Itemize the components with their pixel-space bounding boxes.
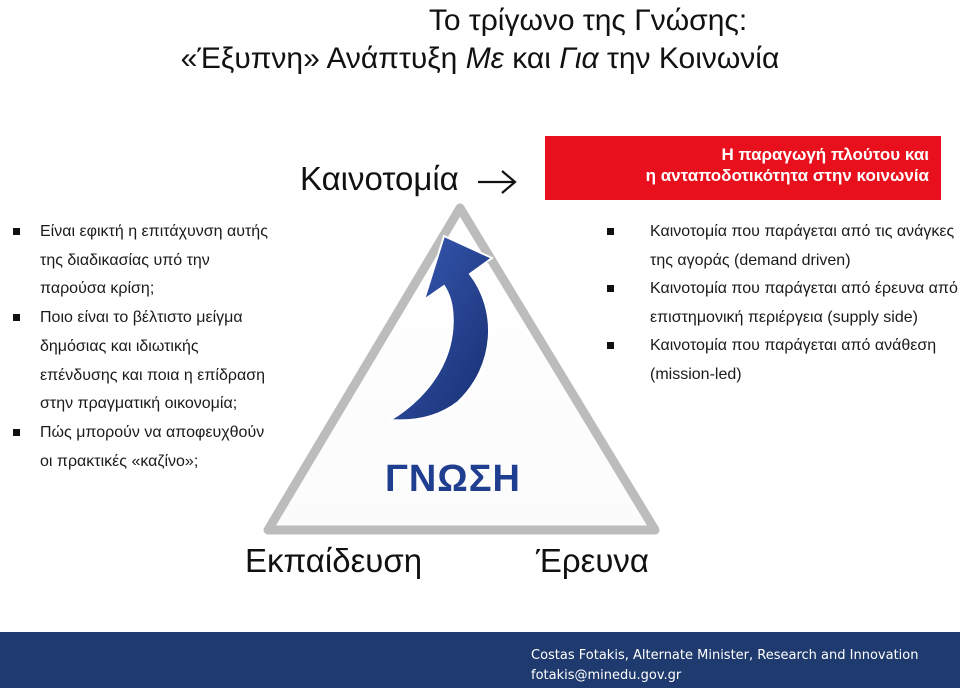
banner-line-1: Η παραγωγή πλούτου και: [721, 145, 929, 164]
knowledge-label: ΓΝΩΣΗ: [385, 458, 521, 500]
left-bullet-1: Είναι εφικτή η επιτάχυνση αυτής της διαδικασίας υπό την παρούσα κρίση;: [0, 218, 270, 304]
footer-email: fotakis@minedu.gov.gr: [531, 668, 682, 683]
right-bullet-list: [610, 218, 960, 389]
footer-author: Costas Fotakis, Alternate Minister, Research and Innovation: [531, 648, 919, 663]
right-bullet-3: Καινοτομία που παράγεται από ανάθεση (mission-led): [610, 332, 960, 389]
title-line-2: «Έξυπνη» Ανάπτυξη Με και Για την Κοινωνία: [180, 42, 780, 75]
slide-title: [0, 2, 960, 78]
banner-line-2: η ανταποδοτικότητα στην κοινωνία: [645, 166, 929, 185]
innovation-label: Καινοτομία: [300, 160, 459, 197]
footer-bar: [0, 632, 960, 688]
right-bullet-1: Καινοτομία που παράγεται από τις ανάγκες της αγοράς (demand driven): [610, 218, 960, 275]
left-bullet-list: [0, 218, 270, 476]
education-label: Εκπαίδευση: [245, 542, 423, 579]
left-bullet-3: Πώς μπορούν να αποφευχθούν οι πρακτικές «καζίνο»;: [0, 419, 270, 476]
left-bullet-2: Ποιο είναι το βέλτιστο μείγμα δημόσιας και ιδιωτικής επένδυσης και ποια η επίδραση στην πραγματική οικονομία;: [0, 304, 270, 419]
research-label: Έρευνα: [536, 542, 649, 579]
right-arrow-icon: [476, 168, 518, 196]
title-line-1: Το τρίγωνο της Γνώσης:: [428, 4, 748, 37]
wealth-banner: [545, 136, 941, 200]
right-bullet-2: Καινοτομία που παράγεται από έρευνα από επιστημονική περιέργεια (supply side): [610, 275, 960, 332]
